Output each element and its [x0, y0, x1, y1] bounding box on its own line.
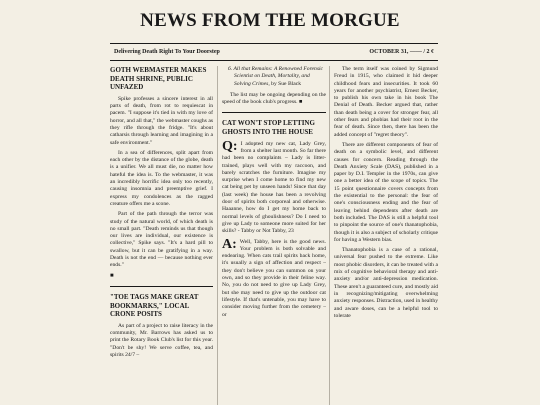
book-title: 6. All that Remains: A Renowned Forensic Scientist on Death, Mortality, and Solving Crimes, — [228, 66, 324, 87]
tagline-bar — [110, 43, 438, 61]
book-list-item — [228, 66, 326, 88]
end-mark-icon: ■ — [110, 272, 114, 279]
article-paragraph: Spike professes a sincere interest in all parts of death, from rot to requiescat in pacem. "I suppose it's tied in with my love of horror, and all that," the webmaster coughs as they rifle through the fridge. "It's about catharsis through learning and imagining in a safe environment." — [110, 95, 213, 146]
article-divider — [222, 112, 326, 113]
column-3 — [334, 66, 438, 405]
tagline-date-price: OCTOBER 31, —— / 2 ¢ — [369, 49, 434, 55]
headline-toe-tags: "TOE TAGS MAKE GREAT BOOKMARKS," LOCAL CRONE POSITS — [110, 292, 199, 319]
book-author: by Sue Black — [271, 80, 301, 87]
article-paragraph: In a sea of differences, split apart from each other by the distance of the globe, death is a unifier. We all must die, no matter how hateful the idea is. To the webmaster, it was an incredibly horrific idea only too recently, causing insomnia and preemptive grief. I express my condolences as the ragged creature offers me a scone. — [110, 149, 213, 207]
question-paragraph: Q: I adopted my new cat, Lady Grey, from a shelter last month. So far there had been no complaints – Lady is litter-trained, plays well with my raccoon, and barely scratches the furniture. Imagine my surprise when I come home to find my new cat being pet by unseen hands! Since that day (last week) the house has been a revolving door of spirits both corporeal and otherwise. Haaanne, how do I get my home back to normal levels of ghoulishness? Do I need to give up Lady to someone more suited for her skills? - Tabby or Not Tabby, 23 — [222, 138, 326, 235]
article-divider — [110, 286, 213, 287]
column-rule-1 — [217, 66, 218, 405]
answer-paragraph: A: Well, Tabby, here is the good news. Your problem is both solvable and endearing. When cats trail spirits back home, it's usually a sign of affection and respect – they don't believe you can summon on your own, and so they provide in their feline way. No, you do not need to give up Lady Grey, but she may need to give up the outdoor cat lifestyle. If that's untenable, you may have to consider moving further from the cemetery – or — [222, 236, 326, 318]
article-paragraph: Thanatophobia is a case of a rational, universal fear pushed to the extreme. Like most phobic disorders, it can be treated with a mix of cognitive behavioral therapy and anti-anxiety and/or anti-depression medication. These aren't a guaranteed cure, and mostly aid in recognizing/mitigating overwhelming anxiety responses. Distraction, used in healthy and aware doses, can be a helpful tool to tolerate — [334, 247, 438, 319]
masthead-title: NEWS FROM THE MORGUE — [140, 10, 400, 31]
article-paragraph: There are different components of fear of death on a symbolic level, and different causes for concern. Reading through the Death Anxiety Scale (DAS), published in a paper by D.I. Templer in the 1970s, can give one a better idea of the scope of topics. The 15 point questionnaire covers concepts from the existential to the personal: the fear of one's consciousness ending and the fear of leaving behind dependents after death are both included. The DAS is still a helpful tool to pinpoint the source of one's thanatophobia, though it is also a subject of scholarly critique for having a Western bias. — [334, 141, 438, 243]
column-2 — [222, 66, 326, 405]
headline-cat-ghosts: CAT WON'T STOP LETTING GHOSTS INTO THE HOUSE — [222, 119, 315, 137]
article-paragraph: The term itself was coined by Sigmund Freud in 1915, who claimed it hid deeper childhood fears and insecurities. It took 60 years for another psychiatrist, Ernest Becker, to publish his own take in his book The Denial of Death. Becker argued that, rather than death being a cover for stronger fear, all other fears and phobias had their root in the fear of death. Since then, there has been the added concept of "regret theory". — [334, 66, 438, 138]
headline-goth-webmaster: GOTH WEBMASTER MAKES DEATH SHRINE, PUBLIC UNFAZED — [110, 66, 207, 92]
answer-letter: A: — [222, 236, 237, 252]
list-note: The list may be ongoing depending on the speed of the book club's progress. ■ — [222, 91, 326, 106]
column-1 — [110, 66, 213, 405]
end-mark-icon: ■ — [298, 99, 303, 106]
column-rule-2 — [329, 66, 330, 405]
article-paragraph: Part of the path through the terror was study of the natural world, of which death is no small part. "Death reminds us that though our lives are individual, our existence is collective," Spike says. "It's a hard pill to swallow, but it can be gratifying in a way. Death is not the end — because nothing ever ends." — [110, 211, 213, 269]
tagline-motto: Delivering Death Right To Your Doorstep — [114, 49, 220, 55]
question-letter: Q: — [222, 138, 238, 154]
article-paragraph: As part of a project to raise literacy in the community, Mr. Barrows has asked us to print the Rotary Book Club's list for this year. "Don't be shy! We serve coffee, tea, and spirits 24/7 – — [110, 322, 213, 358]
